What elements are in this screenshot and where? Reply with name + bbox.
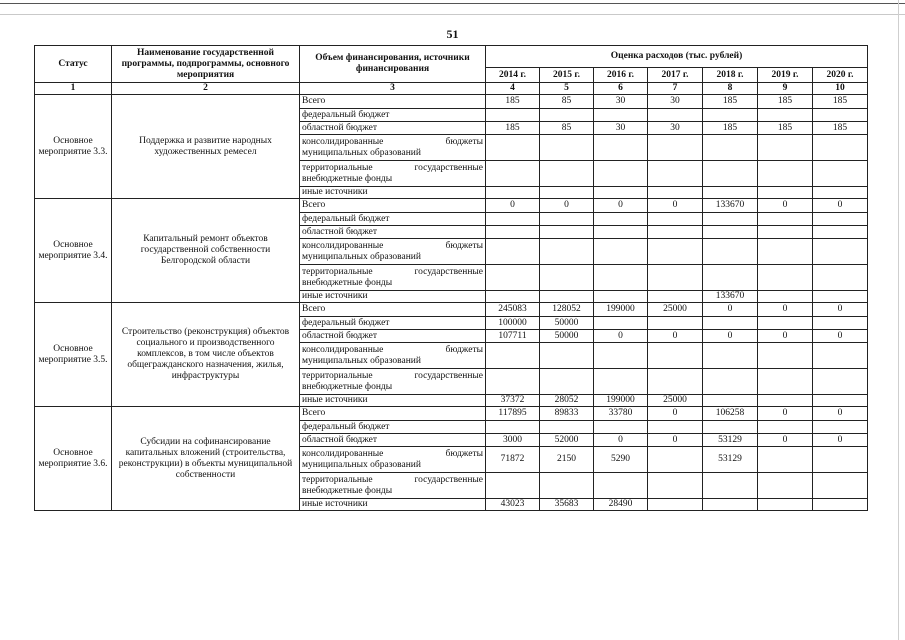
value-cell: 0 bbox=[648, 330, 703, 343]
block-status: Основное мероприятие 3.5. bbox=[35, 303, 112, 407]
right-edge-line bbox=[898, 0, 899, 640]
value-cell bbox=[594, 187, 648, 199]
block-status: Основное мероприятие 3.4. bbox=[35, 199, 112, 303]
block-status: Основное мероприятие 3.6. bbox=[35, 407, 112, 511]
header-estimate: Оценка расходов (тыс. рублей) bbox=[486, 46, 868, 68]
value-cell: 185 bbox=[486, 122, 540, 135]
value-cell: 3000 bbox=[486, 434, 540, 447]
value-cell: 5290 bbox=[594, 447, 648, 473]
value-cell bbox=[594, 239, 648, 265]
value-cell: 0 bbox=[703, 303, 758, 317]
value-cell bbox=[540, 161, 594, 187]
value-cell: 0 bbox=[813, 199, 868, 213]
value-cell: 28490 bbox=[594, 499, 648, 511]
value-cell bbox=[486, 239, 540, 265]
funding-source-total: Всего bbox=[300, 407, 486, 421]
value-cell bbox=[703, 395, 758, 407]
value-cell bbox=[594, 473, 648, 499]
column-number: 1 bbox=[35, 83, 112, 95]
value-cell: 25000 bbox=[648, 303, 703, 317]
value-cell bbox=[486, 213, 540, 226]
funding-source-line: муниципальных образований bbox=[302, 355, 421, 366]
value-cell: 117895 bbox=[486, 407, 540, 421]
column-number: 6 bbox=[594, 83, 648, 95]
value-cell bbox=[813, 291, 868, 303]
column-number: 10 bbox=[813, 83, 868, 95]
value-cell bbox=[648, 369, 703, 395]
value-cell bbox=[758, 395, 813, 407]
funding-source-other: иные источники bbox=[300, 395, 486, 407]
value-cell: 0 bbox=[758, 303, 813, 317]
value-cell bbox=[648, 343, 703, 369]
value-cell bbox=[758, 161, 813, 187]
header-year: 2018 г. bbox=[703, 68, 758, 83]
value-cell bbox=[540, 213, 594, 226]
table-row bbox=[35, 407, 868, 421]
value-cell: 0 bbox=[813, 434, 868, 447]
value-cell: 33780 bbox=[594, 407, 648, 421]
funding-source-line: муниципальных образований bbox=[302, 147, 421, 158]
value-cell: 0 bbox=[648, 407, 703, 421]
value-cell bbox=[486, 161, 540, 187]
value-cell: 30 bbox=[594, 122, 648, 135]
value-cell bbox=[703, 213, 758, 226]
column-number: 4 bbox=[486, 83, 540, 95]
value-cell bbox=[813, 109, 868, 122]
value-cell bbox=[703, 226, 758, 239]
value-cell bbox=[486, 265, 540, 291]
value-cell: 0 bbox=[486, 199, 540, 213]
value-cell bbox=[648, 421, 703, 434]
value-cell bbox=[758, 447, 813, 473]
funding-source-federal: федеральный бюджет bbox=[300, 109, 486, 122]
block-name: Поддержка и развитие народных художественных ремесел bbox=[112, 95, 300, 199]
value-cell: 0 bbox=[594, 199, 648, 213]
funding-source-municipal bbox=[300, 447, 486, 473]
page-number: 51 bbox=[446, 27, 459, 41]
value-cell: 185 bbox=[703, 95, 758, 109]
funding-source-line: внебюджетные фонды bbox=[302, 277, 393, 288]
value-cell bbox=[813, 239, 868, 265]
value-cell bbox=[813, 265, 868, 291]
value-cell: 43023 bbox=[486, 499, 540, 511]
value-cell bbox=[813, 343, 868, 369]
value-cell bbox=[486, 109, 540, 122]
column-number: 9 bbox=[758, 83, 813, 95]
value-cell bbox=[540, 369, 594, 395]
value-cell: 133670 bbox=[703, 291, 758, 303]
value-cell: 2150 bbox=[540, 447, 594, 473]
value-cell: 185 bbox=[813, 95, 868, 109]
value-cell bbox=[703, 187, 758, 199]
value-cell: 0 bbox=[813, 407, 868, 421]
value-cell bbox=[540, 226, 594, 239]
funding-source-line: консолидированные бюджеты bbox=[302, 136, 483, 147]
value-cell: 0 bbox=[758, 330, 813, 343]
value-cell: 0 bbox=[648, 434, 703, 447]
value-cell: 199000 bbox=[594, 303, 648, 317]
value-cell: 0 bbox=[703, 330, 758, 343]
value-cell: 106258 bbox=[703, 407, 758, 421]
header-year: 2017 г. bbox=[648, 68, 703, 83]
header-year: 2020 г. bbox=[813, 68, 868, 83]
value-cell bbox=[594, 109, 648, 122]
value-cell bbox=[703, 421, 758, 434]
column-number-row bbox=[35, 83, 868, 95]
value-cell bbox=[648, 317, 703, 330]
value-cell bbox=[813, 317, 868, 330]
value-cell bbox=[648, 291, 703, 303]
value-cell: 185 bbox=[758, 95, 813, 109]
value-cell bbox=[486, 369, 540, 395]
value-cell: 0 bbox=[813, 330, 868, 343]
value-cell bbox=[540, 239, 594, 265]
value-cell bbox=[594, 265, 648, 291]
column-number: 8 bbox=[703, 83, 758, 95]
value-cell bbox=[758, 187, 813, 199]
value-cell: 185 bbox=[486, 95, 540, 109]
funding-source-line: внебюджетные фонды bbox=[302, 485, 393, 496]
value-cell bbox=[813, 395, 868, 407]
block-status: Основное мероприятие 3.3. bbox=[35, 95, 112, 199]
value-cell: 52000 bbox=[540, 434, 594, 447]
value-cell bbox=[813, 473, 868, 499]
value-cell: 30 bbox=[594, 95, 648, 109]
funding-source-territorial bbox=[300, 161, 486, 187]
value-cell: 35683 bbox=[540, 499, 594, 511]
funding-source-total: Всего bbox=[300, 95, 486, 109]
header-year: 2019 г. bbox=[758, 68, 813, 83]
value-cell: 0 bbox=[648, 199, 703, 213]
value-cell bbox=[540, 473, 594, 499]
value-cell bbox=[594, 343, 648, 369]
header-name: Наименование государственной программы, подпрограммы, основного мероприятия bbox=[112, 46, 300, 83]
value-cell: 100000 bbox=[486, 317, 540, 330]
value-cell: 50000 bbox=[540, 317, 594, 330]
value-cell: 30 bbox=[648, 95, 703, 109]
value-cell: 0 bbox=[758, 434, 813, 447]
value-cell bbox=[703, 499, 758, 511]
value-cell bbox=[703, 265, 758, 291]
value-cell: 185 bbox=[703, 122, 758, 135]
value-cell: 0 bbox=[540, 199, 594, 213]
column-number: 5 bbox=[540, 83, 594, 95]
funding-source-other: иные источники bbox=[300, 187, 486, 199]
value-cell: 53129 bbox=[703, 434, 758, 447]
value-cell: 199000 bbox=[594, 395, 648, 407]
funding-source-regional: областной бюджет bbox=[300, 330, 486, 343]
value-cell bbox=[758, 109, 813, 122]
value-cell bbox=[594, 213, 648, 226]
value-cell bbox=[648, 213, 703, 226]
value-cell: 85 bbox=[540, 95, 594, 109]
funding-source-regional: областной бюджет bbox=[300, 226, 486, 239]
value-cell: 0 bbox=[758, 199, 813, 213]
value-cell bbox=[758, 213, 813, 226]
column-number: 3 bbox=[300, 83, 486, 95]
value-cell bbox=[540, 265, 594, 291]
value-cell bbox=[648, 239, 703, 265]
value-cell bbox=[703, 109, 758, 122]
value-cell bbox=[648, 447, 703, 473]
value-cell: 0 bbox=[758, 407, 813, 421]
column-number: 2 bbox=[112, 83, 300, 95]
value-cell: 89833 bbox=[540, 407, 594, 421]
header-funding: Объем финансирования, источники финансирования bbox=[300, 46, 486, 83]
table-row bbox=[35, 95, 868, 109]
value-cell bbox=[486, 187, 540, 199]
block-name: Строительство (реконструкция) объектов социального и производственного комплексов, в том числе объектов общегражданского назначения, жилья, инфраструктуры bbox=[112, 303, 300, 407]
value-cell: 37372 bbox=[486, 395, 540, 407]
funding-source-federal: федеральный бюджет bbox=[300, 213, 486, 226]
value-cell bbox=[813, 421, 868, 434]
value-cell bbox=[703, 239, 758, 265]
value-cell bbox=[486, 226, 540, 239]
value-cell: 85 bbox=[540, 122, 594, 135]
value-cell: 133670 bbox=[703, 199, 758, 213]
value-cell bbox=[758, 421, 813, 434]
header-year: 2014 г. bbox=[486, 68, 540, 83]
value-cell bbox=[758, 226, 813, 239]
funding-source-municipal bbox=[300, 343, 486, 369]
funding-source-line: территориальные государственные bbox=[302, 162, 483, 173]
funding-source-federal: федеральный бюджет bbox=[300, 317, 486, 330]
funding-source-line: внебюджетные фонды bbox=[302, 381, 393, 392]
value-cell bbox=[758, 239, 813, 265]
value-cell bbox=[813, 135, 868, 161]
value-cell bbox=[703, 473, 758, 499]
value-cell bbox=[540, 421, 594, 434]
value-cell bbox=[486, 421, 540, 434]
value-cell: 185 bbox=[813, 122, 868, 135]
funding-source-total: Всего bbox=[300, 303, 486, 317]
value-cell: 107711 bbox=[486, 330, 540, 343]
value-cell: 245083 bbox=[486, 303, 540, 317]
value-cell bbox=[758, 343, 813, 369]
value-cell: 25000 bbox=[648, 395, 703, 407]
value-cell bbox=[813, 226, 868, 239]
value-cell: 128052 bbox=[540, 303, 594, 317]
value-cell bbox=[540, 187, 594, 199]
value-cell bbox=[648, 187, 703, 199]
value-cell bbox=[540, 135, 594, 161]
value-cell bbox=[594, 161, 648, 187]
value-cell bbox=[703, 161, 758, 187]
funding-source-line: консолидированные бюджеты bbox=[302, 240, 483, 251]
block-name: Субсидии на софинансирование капитальных вложений (строительства, реконструкции) в объекты муниципальной собственности bbox=[112, 407, 300, 511]
value-cell bbox=[758, 317, 813, 330]
value-cell bbox=[486, 343, 540, 369]
funding-source-territorial bbox=[300, 473, 486, 499]
table-row bbox=[35, 303, 868, 317]
value-cell bbox=[540, 291, 594, 303]
value-cell bbox=[594, 135, 648, 161]
value-cell bbox=[703, 369, 758, 395]
funding-source-line: консолидированные бюджеты bbox=[302, 344, 483, 355]
funding-source-municipal bbox=[300, 135, 486, 161]
value-cell bbox=[648, 265, 703, 291]
value-cell bbox=[648, 161, 703, 187]
top-faint-line bbox=[0, 14, 905, 15]
funding-source-other: иные источники bbox=[300, 499, 486, 511]
block-name: Капитальный ремонт объектов государственной собственности Белгородской области bbox=[112, 199, 300, 303]
funding-source-line: муниципальных образований bbox=[302, 459, 421, 470]
funding-source-line: территориальные государственные bbox=[302, 370, 483, 381]
funding-source-territorial bbox=[300, 369, 486, 395]
value-cell bbox=[813, 161, 868, 187]
header-year: 2016 г. bbox=[594, 68, 648, 83]
value-cell bbox=[648, 135, 703, 161]
funding-source-line: территориальные государственные bbox=[302, 474, 483, 485]
value-cell bbox=[594, 421, 648, 434]
value-cell bbox=[813, 447, 868, 473]
value-cell: 28052 bbox=[540, 395, 594, 407]
value-cell bbox=[648, 473, 703, 499]
value-cell bbox=[813, 187, 868, 199]
value-cell bbox=[648, 226, 703, 239]
funding-source-regional: областной бюджет bbox=[300, 122, 486, 135]
value-cell bbox=[486, 291, 540, 303]
top-border-line bbox=[0, 3, 905, 4]
funding-source-federal: федеральный бюджет bbox=[300, 421, 486, 434]
value-cell bbox=[648, 109, 703, 122]
value-cell bbox=[758, 291, 813, 303]
funding-source-territorial bbox=[300, 265, 486, 291]
value-cell bbox=[594, 317, 648, 330]
value-cell bbox=[703, 343, 758, 369]
column-number: 7 bbox=[648, 83, 703, 95]
value-cell bbox=[703, 317, 758, 330]
funding-source-regional: областной бюджет bbox=[300, 434, 486, 447]
value-cell bbox=[758, 473, 813, 499]
value-cell: 53129 bbox=[703, 447, 758, 473]
table-row bbox=[35, 199, 868, 213]
value-cell: 0 bbox=[594, 330, 648, 343]
header-year: 2015 г. bbox=[540, 68, 594, 83]
value-cell bbox=[594, 369, 648, 395]
funding-source-line: муниципальных образований bbox=[302, 251, 421, 262]
value-cell bbox=[594, 291, 648, 303]
value-cell bbox=[813, 369, 868, 395]
funding-source-line: внебюджетные фонды bbox=[302, 173, 393, 184]
value-cell bbox=[594, 226, 648, 239]
value-cell: 30 bbox=[648, 122, 703, 135]
value-cell: 0 bbox=[594, 434, 648, 447]
value-cell bbox=[486, 473, 540, 499]
value-cell bbox=[540, 343, 594, 369]
value-cell: 185 bbox=[758, 122, 813, 135]
budget-table bbox=[34, 45, 868, 511]
value-cell bbox=[540, 109, 594, 122]
value-cell: 71872 bbox=[486, 447, 540, 473]
value-cell bbox=[758, 265, 813, 291]
funding-source-total: Всего bbox=[300, 199, 486, 213]
value-cell: 50000 bbox=[540, 330, 594, 343]
funding-source-line: консолидированные бюджеты bbox=[302, 448, 483, 459]
header-status: Статус bbox=[35, 46, 112, 83]
funding-source-other: иные источники bbox=[300, 291, 486, 303]
value-cell bbox=[758, 369, 813, 395]
value-cell bbox=[813, 499, 868, 511]
value-cell bbox=[758, 499, 813, 511]
value-cell bbox=[486, 135, 540, 161]
value-cell: 0 bbox=[813, 303, 868, 317]
funding-source-municipal bbox=[300, 239, 486, 265]
value-cell bbox=[813, 213, 868, 226]
funding-source-line: территориальные государственные bbox=[302, 266, 483, 277]
value-cell bbox=[648, 499, 703, 511]
value-cell bbox=[758, 135, 813, 161]
value-cell bbox=[703, 135, 758, 161]
